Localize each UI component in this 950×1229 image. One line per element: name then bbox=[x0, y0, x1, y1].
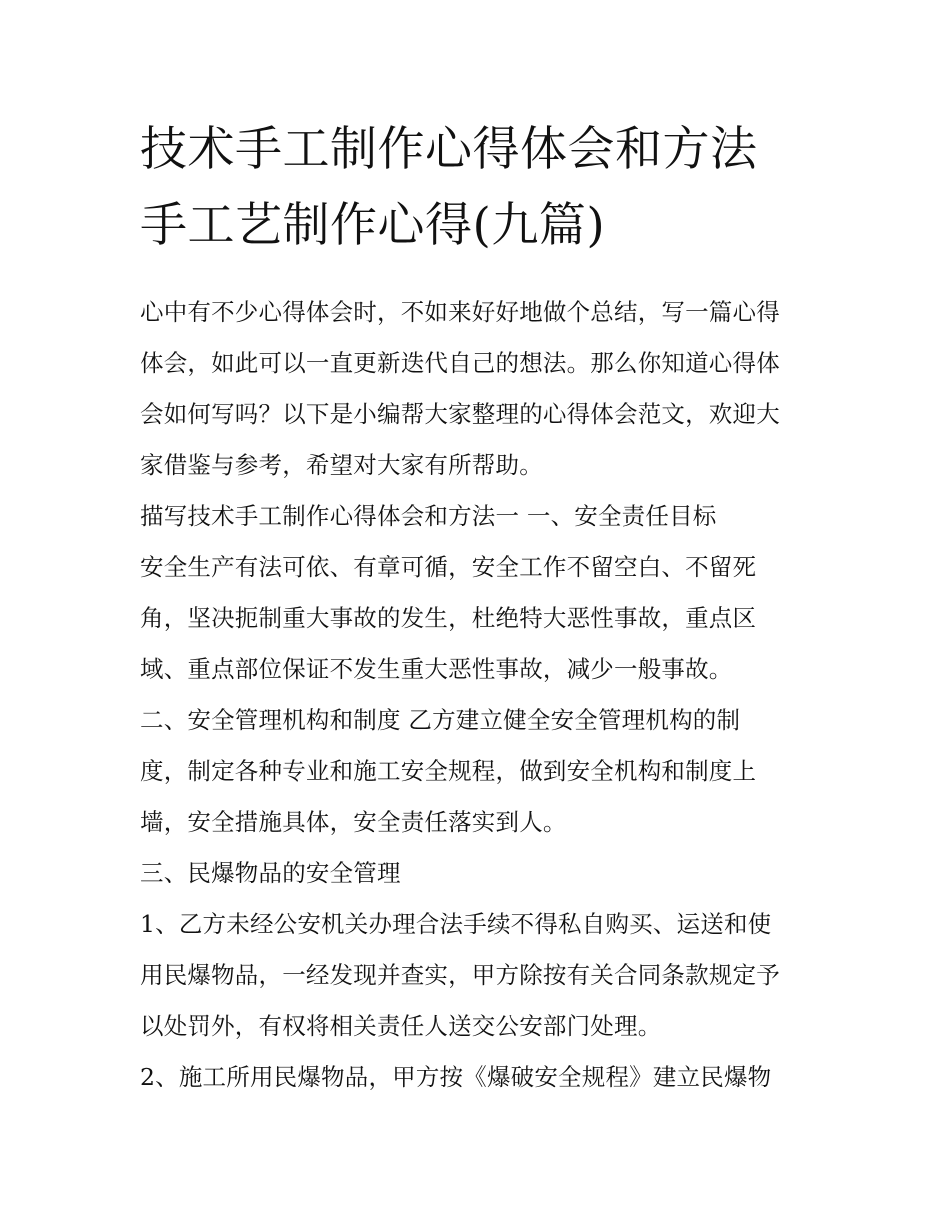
text-line: 会如何写吗？以下是小编帮大家整理的心得体会范文，欢迎大 bbox=[140, 400, 780, 428]
intro-paragraph bbox=[140, 287, 820, 491]
section1-heading: 描写技术手工制作心得体会和方法一 一、安全责任目标 bbox=[140, 502, 717, 530]
item1 bbox=[140, 899, 820, 1052]
text-line: 2、施工所用民爆物品，甲方按《爆破安全规程》建立民爆物 bbox=[140, 1063, 772, 1091]
title-line: 手工艺制作心得(九篇) bbox=[140, 198, 606, 253]
text-line: 体会，如此可以一直更新迭代自己的想法。那么你知道心得体 bbox=[140, 349, 780, 377]
document-page bbox=[140, 112, 820, 1103]
section3 bbox=[140, 848, 820, 899]
text-line: 用民爆物品，一经发现并查实，甲方除按有关合同条款规定予 bbox=[140, 961, 780, 989]
section2 bbox=[140, 695, 820, 848]
title-line: 技术手工制作心得体会和方法 bbox=[140, 122, 758, 177]
item2 bbox=[140, 1052, 820, 1103]
document-body bbox=[140, 287, 820, 1103]
text-line: 角，坚决扼制重大事故的发生，杜绝特大恶性事故，重点区 bbox=[140, 604, 757, 632]
text-line: 以处罚外，有权将相关责任人送交公安部门处理。 bbox=[140, 1012, 662, 1040]
text-line: 家借鉴与参考，希望对大家有所帮助。 bbox=[140, 451, 543, 479]
section3-heading: 三、民爆物品的安全管理 bbox=[140, 859, 401, 887]
text-line: 1、乙方未经公安机关办理合法手续不得私自购买、运送和使 bbox=[140, 910, 772, 938]
text-line: 心中有不少心得体会时，不如来好好地做个总结，写一篇心得 bbox=[140, 298, 780, 326]
section2-heading: 二、安全管理机构和制度 乙方建立健全安全管理机构的制 bbox=[140, 706, 741, 734]
text-line: 度，制定各种专业和施工安全规程，做到安全机构和制度上 bbox=[140, 757, 757, 785]
document-title bbox=[140, 112, 820, 264]
text-line: 墙，安全措施具体，安全责任落实到人。 bbox=[140, 808, 567, 836]
section1 bbox=[140, 491, 820, 695]
text-line: 安全生产有法可依、有章可循，安全工作不留空白、不留死 bbox=[140, 553, 757, 581]
text-line: 域、重点部位保证不发生重大恶性事故，减少一般事故。 bbox=[140, 655, 733, 683]
